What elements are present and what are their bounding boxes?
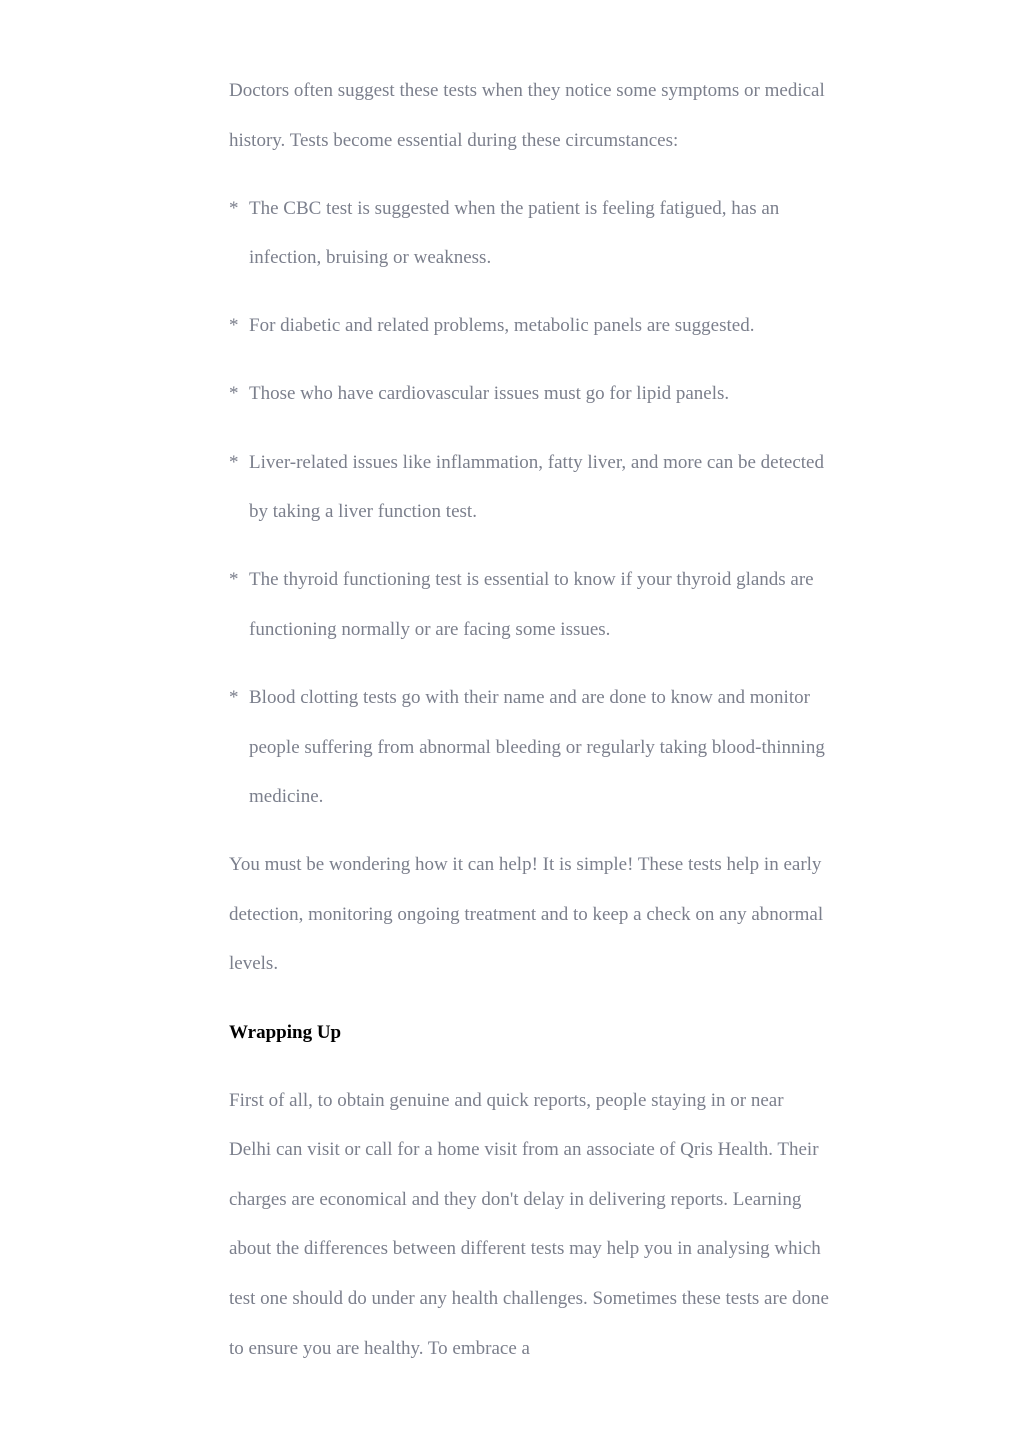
bullet-marker: * bbox=[229, 451, 239, 473]
wrapping-up-paragraph: First of all, to obtain genuine and quick reports, people staying in or near Delhi can visit or call for a home visit from an associate of Qris Health. Their charges are economical and they don't delay in delivering reports. Learning about the differences between different tests may help you in analysing which test one should do under any health challenges. Sometimes these tests are done to ensure you are healthy. To embrace a bbox=[229, 1089, 829, 1359]
intro-paragraph: Doctors often suggest these tests when they notice some symptoms or medical history. Tests become essential during these circumstances: bbox=[229, 80, 825, 151]
test-list bbox=[229, 184, 829, 822]
list-item-text: The thyroid functioning test is essential to know if your thyroid glands are functioning normally or are facing some issues. bbox=[249, 569, 814, 640]
bullet-marker: * bbox=[229, 383, 239, 405]
bullet-marker: * bbox=[229, 197, 239, 219]
list-item-text: Liver-related issues like inflammation, fatty liver, and more can be detected by taking a liver function test. bbox=[249, 451, 824, 523]
list-item-text: Those who have cardiovascular issues must go for lipid panels. bbox=[249, 383, 730, 405]
list-item-text: For diabetic and related problems, metabolic panels are suggested. bbox=[249, 315, 755, 337]
bullet-marker: * bbox=[229, 569, 239, 591]
list-item-text: Blood clotting tests go with their name and are done to know and monitor people suffering from abnormal bleeding or regularly taking blood-thinning medicine. bbox=[249, 686, 825, 808]
bullet-marker: * bbox=[229, 686, 239, 708]
list-item bbox=[229, 555, 829, 654]
list-item bbox=[229, 673, 829, 822]
list-item-text: The CBC test is suggested when the patient is feeling fatigued, has an infection, bruising or weakness. bbox=[249, 197, 780, 269]
section-heading: Wrapping Up bbox=[229, 1021, 342, 1043]
benefits-paragraph: You must be wondering how it can help! It is simple! These tests help in early detection, monitoring ongoing treatment and to keep a check on any abnormal levels. bbox=[229, 854, 824, 975]
article-body bbox=[229, 66, 829, 1392]
list-item bbox=[229, 369, 829, 419]
list-item bbox=[229, 184, 829, 283]
list-item bbox=[229, 301, 829, 351]
bullet-marker: * bbox=[229, 315, 239, 337]
list-item bbox=[229, 438, 829, 537]
